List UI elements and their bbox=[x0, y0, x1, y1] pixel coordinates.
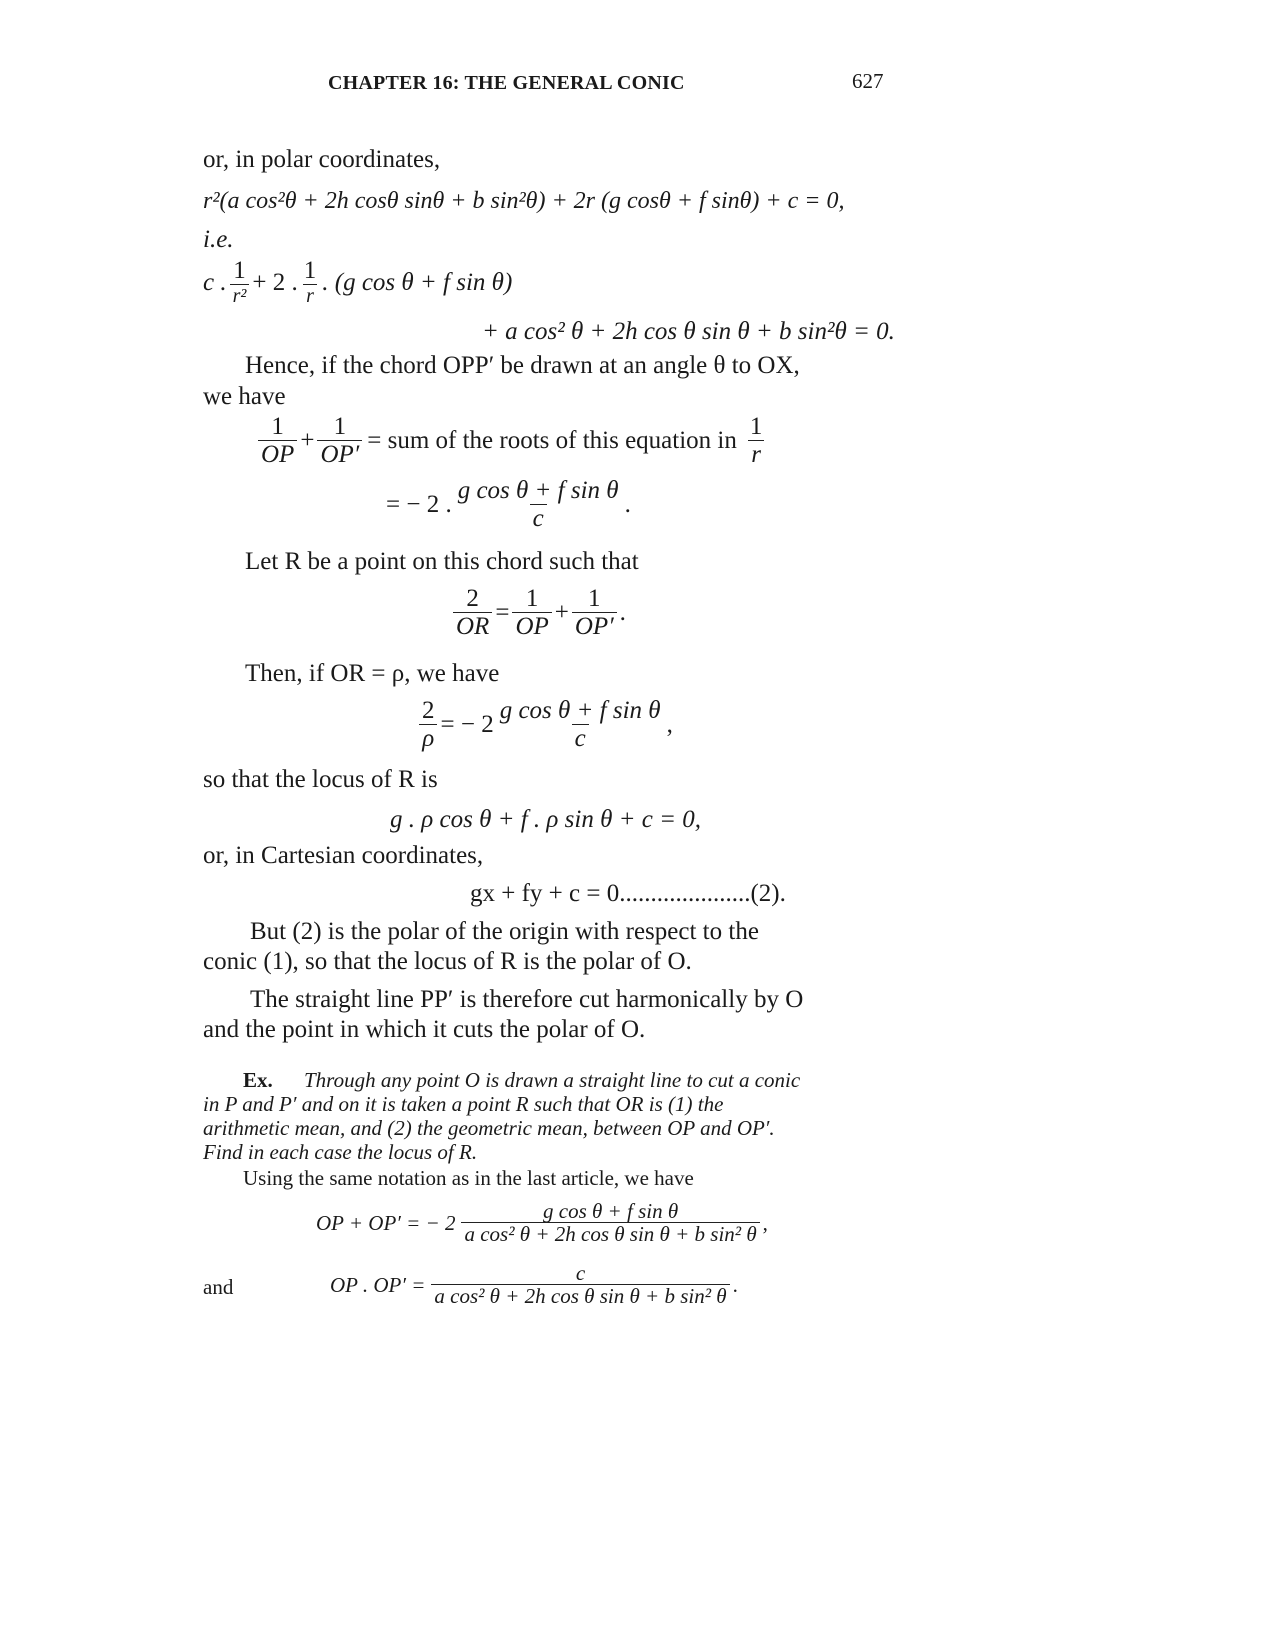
text-straight-2: and the point in which it cuts the polar of O. bbox=[203, 1016, 646, 1043]
fraction-1-over-OPp-b bbox=[572, 586, 617, 641]
equation-2: gx + fy + c = 0.....................(2). bbox=[470, 880, 786, 907]
numerator: 2 bbox=[422, 697, 435, 724]
numerator: 1 bbox=[333, 413, 347, 440]
equation-reciprocal-line2: + a cos² θ + 2h cos θ sin θ + b sin²θ = 0. bbox=[482, 318, 895, 345]
period: . bbox=[624, 491, 631, 519]
text-polar-coords: or, in polar coordinates, bbox=[203, 146, 441, 173]
product-lhs: OP . OP′ = bbox=[330, 1272, 426, 1297]
fraction-2-over-OR bbox=[453, 586, 492, 641]
equation-locus: g . ρ cos θ + f . ρ sin θ + c = 0, bbox=[390, 806, 701, 833]
equation-product-op bbox=[330, 1262, 738, 1308]
fraction-gf-over-c-b bbox=[497, 698, 664, 753]
fraction-sum bbox=[461, 1200, 759, 1246]
numerator: 1 bbox=[303, 257, 317, 284]
denominator: r bbox=[748, 440, 764, 469]
fraction-1-over-OPp bbox=[317, 414, 362, 469]
numerator: c bbox=[575, 1261, 586, 1285]
equation-sum-of-roots bbox=[255, 414, 768, 469]
reciprocal-plus-two: + 2 . bbox=[252, 268, 298, 296]
denominator: OR bbox=[453, 612, 492, 641]
fraction-1-over-r-b bbox=[747, 414, 766, 469]
text-straight-1: The straight line PP′ is therefore cut harmonically by O bbox=[250, 986, 804, 1013]
denominator: OP bbox=[258, 440, 297, 469]
denominator: a cos² θ + 2h cos θ sin θ + b sin² θ bbox=[431, 1284, 729, 1308]
equation-rho bbox=[416, 698, 673, 753]
fraction-1-over-OP bbox=[258, 414, 297, 469]
plus-sign: + bbox=[300, 427, 315, 455]
example-line-4: Find in each case the locus of R. bbox=[203, 1140, 478, 1164]
minus-two: = − 2 bbox=[440, 711, 494, 739]
numerator: 1 bbox=[233, 257, 246, 284]
denominator: c bbox=[572, 724, 589, 753]
comma: , bbox=[762, 1210, 768, 1235]
text-but-1: But (2) is the polar of the origin with respect to the bbox=[250, 918, 759, 945]
denominator: ρ bbox=[419, 724, 437, 753]
fraction-gf-over-c bbox=[455, 478, 622, 533]
sum-lhs: OP + OP′ = − 2 bbox=[316, 1210, 456, 1235]
example-line-3: arithmetic mean, and (2) the geometric mean, between OP and OP′. bbox=[203, 1116, 775, 1140]
numerator: 1 bbox=[749, 413, 763, 440]
text-then: Then, if OR = ρ, we have bbox=[245, 660, 500, 687]
text-let-r: Let R be a point on this chord such that bbox=[245, 548, 639, 575]
text-hence-1: Hence, if the chord OPP′ be drawn at an angle θ to OX, bbox=[245, 352, 800, 379]
equation-harmonic-mean bbox=[450, 586, 626, 641]
sum-roots-text: = sum of the roots of this equation in bbox=[367, 427, 737, 455]
period: . bbox=[732, 1272, 738, 1297]
equals-sign: = bbox=[495, 599, 510, 627]
fraction-2-over-rho bbox=[419, 698, 438, 753]
text-ie: i.e. bbox=[203, 226, 234, 253]
example-label: Ex. bbox=[243, 1068, 273, 1092]
numerator: g cos θ + f sin θ bbox=[543, 1199, 679, 1223]
numerator: 2 bbox=[466, 585, 479, 612]
text-using: Using the same notation as in the last article, we have bbox=[243, 1166, 694, 1190]
denominator: r² bbox=[230, 284, 250, 307]
period: . bbox=[619, 599, 626, 627]
plus-sign: + bbox=[554, 599, 569, 627]
denominator: c bbox=[530, 504, 547, 533]
fraction-product bbox=[431, 1262, 729, 1308]
numerator: 1 bbox=[525, 585, 539, 612]
equation-reciprocal bbox=[203, 258, 512, 307]
equation-polar: r²(a cos²θ + 2h cosθ sinθ + b sin²θ) + 2r (g cosθ + f sinθ) + c = 0, bbox=[203, 188, 845, 214]
text-hence-2: we have bbox=[203, 383, 286, 410]
example-line-2: in P and P′ and on it is taken a point R such that OR is (1) the bbox=[203, 1092, 724, 1116]
numerator: g cos θ + f sin θ bbox=[457, 477, 619, 504]
denominator: OP′ bbox=[572, 612, 617, 641]
numerator: g cos θ + f sin θ bbox=[499, 697, 661, 724]
reciprocal-gf-term: . (g cos θ + f sin θ) bbox=[322, 268, 513, 296]
fraction-1-over-r bbox=[301, 258, 320, 307]
numerator: 1 bbox=[271, 413, 284, 440]
minus-two: = − 2 . bbox=[386, 491, 452, 519]
running-header: CHAPTER 16: THE GENERAL CONIC bbox=[328, 72, 685, 94]
text-cartesian: or, in Cartesian coordinates, bbox=[203, 842, 484, 869]
fraction-1-over-r2 bbox=[230, 258, 250, 307]
denominator: OP′ bbox=[317, 440, 362, 469]
text-and: and bbox=[203, 1275, 234, 1299]
denominator: r bbox=[303, 284, 317, 307]
equation-sum-value bbox=[386, 478, 631, 533]
numerator: 1 bbox=[588, 585, 601, 612]
text-but-2: conic (1), so that the locus of R is the polar of O. bbox=[203, 948, 692, 975]
page-number: 627 bbox=[852, 69, 884, 93]
equation-sum-op bbox=[316, 1200, 768, 1246]
example-line-1: Through any point O is drawn a straight line to cut a conic bbox=[304, 1068, 801, 1092]
text-locus: so that the locus of R is bbox=[203, 766, 438, 793]
reciprocal-c: c . bbox=[203, 268, 227, 296]
denominator: a cos² θ + 2h cos θ sin θ + b sin² θ bbox=[461, 1222, 759, 1246]
fraction-1-over-OP-b bbox=[512, 586, 551, 641]
denominator: OP bbox=[512, 612, 551, 641]
comma: , bbox=[666, 711, 673, 739]
